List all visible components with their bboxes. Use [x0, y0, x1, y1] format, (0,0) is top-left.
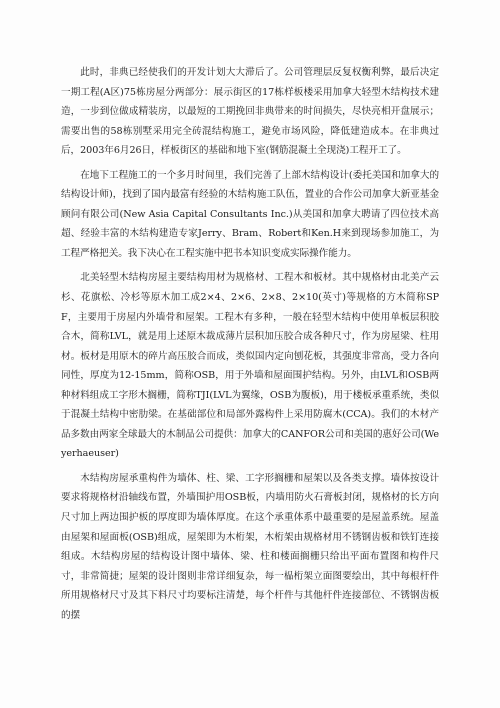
- document-body: [61, 63, 439, 625]
- paragraph-2: 在地下工程施工的一个多月时间里，我们完善了上部木结构设计(委托美国和加拿大的结构设计师)，找到了国内最富有经验的木结构施工队伍，置业的合作公司加拿大新亚基金顾问有限公司(New Asia Capital Consultants Inc.)从美国和加拿大聘请了四位技术高超、经验丰富的木结构建造专家Jerry、Bram、Robert和Ken.H来到现场参加施工，为工程严格把关。我下决心在工程实施中把书本知识变成实际操作能力。: [61, 169, 439, 259]
- paragraph-4: 木结构房屋承重构件为墙体、柱、梁、工字形搁栅和屋架以及各类支撑。墙体按设计要求将规格材沿轴线布置，外墙围护用OSB板，内墙用防火石膏板封闭，规格材的长方向尺寸加上两边围护板的厚度即为墙体厚度。在这个承重体系中最重要的是屋盖系统。屋盖由屋架和屋面板(OSB)组成，屋架即为木桁架，木桁架由规格材用不锈钢齿板和铁钉连接组成。木结构房屋的结构设计图中墙体、梁、柱和楼面搁栅只给出平面布置图和构件尺寸，非常简捷；屋架的设计图则非常详细复杂，每一榀桁架立面图要绘出，其中每根杆件所用规格材尺寸及其下料尺寸均要标注清楚，每个杆件与其他杆件连接部位、不锈钢齿板的摆: [61, 472, 439, 621]
- paragraph-3: 北美轻型木结构房屋主要结构用材为规格材、工程木和板材。其中规格材由北美产云杉、花旗松、冷杉等原木加工成2×4、2×6、2×8、2×10(英寸)等规格的方木简称SPF，主要用于房屋内外墙骨和屋架。工程木有多种，一般在轻型木结构中使用单板层积胶合木，简称LVL，就是用上述原木裁成薄片层积加压胶合成各种尺寸，作为房屋梁、柱用材。板材是用原木的碎片高压胶合而成，类似国内定向刨花板，其强度非常高，受力各向同性，厚度为12-15mm，简称OSB，用于外墙和屋面围护结构。另外，由LVL和OSB两种材料组成工字形木搁栅，简称TJI(LVL为翼缘，OSB为腹板)，用于楼板承重系统，类似于混凝土结构中密肋梁。在基础部位和局部外露构件上采用防腐木(CCA)。我们的木材产品多数由两家全球最大的木制品公司提供：加拿大的CANFOR公司和美国的惠好公司(Weyerhaeuser): [61, 272, 439, 460]
- paragraph-1: 此时，非典已经使我们的开发计划大大滞后了。公司管理层反复权衡利弊，最后决定一期工程(A区)75栋房屋分两部分：展示街区的17栋样板楼采用加拿大轻型木结构技术建造，一步到位做成精装房，以最短的工期挽回非典带来的时间损失，尽快亮相开盘展示；需要出售的58栋别墅采用完全砖混结构施工，避免市场风险，降低建造成本。在非典过后，2003年6月26日，样板街区的基础和地下室(钢筋混凝土全现浇)工程开工了。: [61, 67, 439, 157]
